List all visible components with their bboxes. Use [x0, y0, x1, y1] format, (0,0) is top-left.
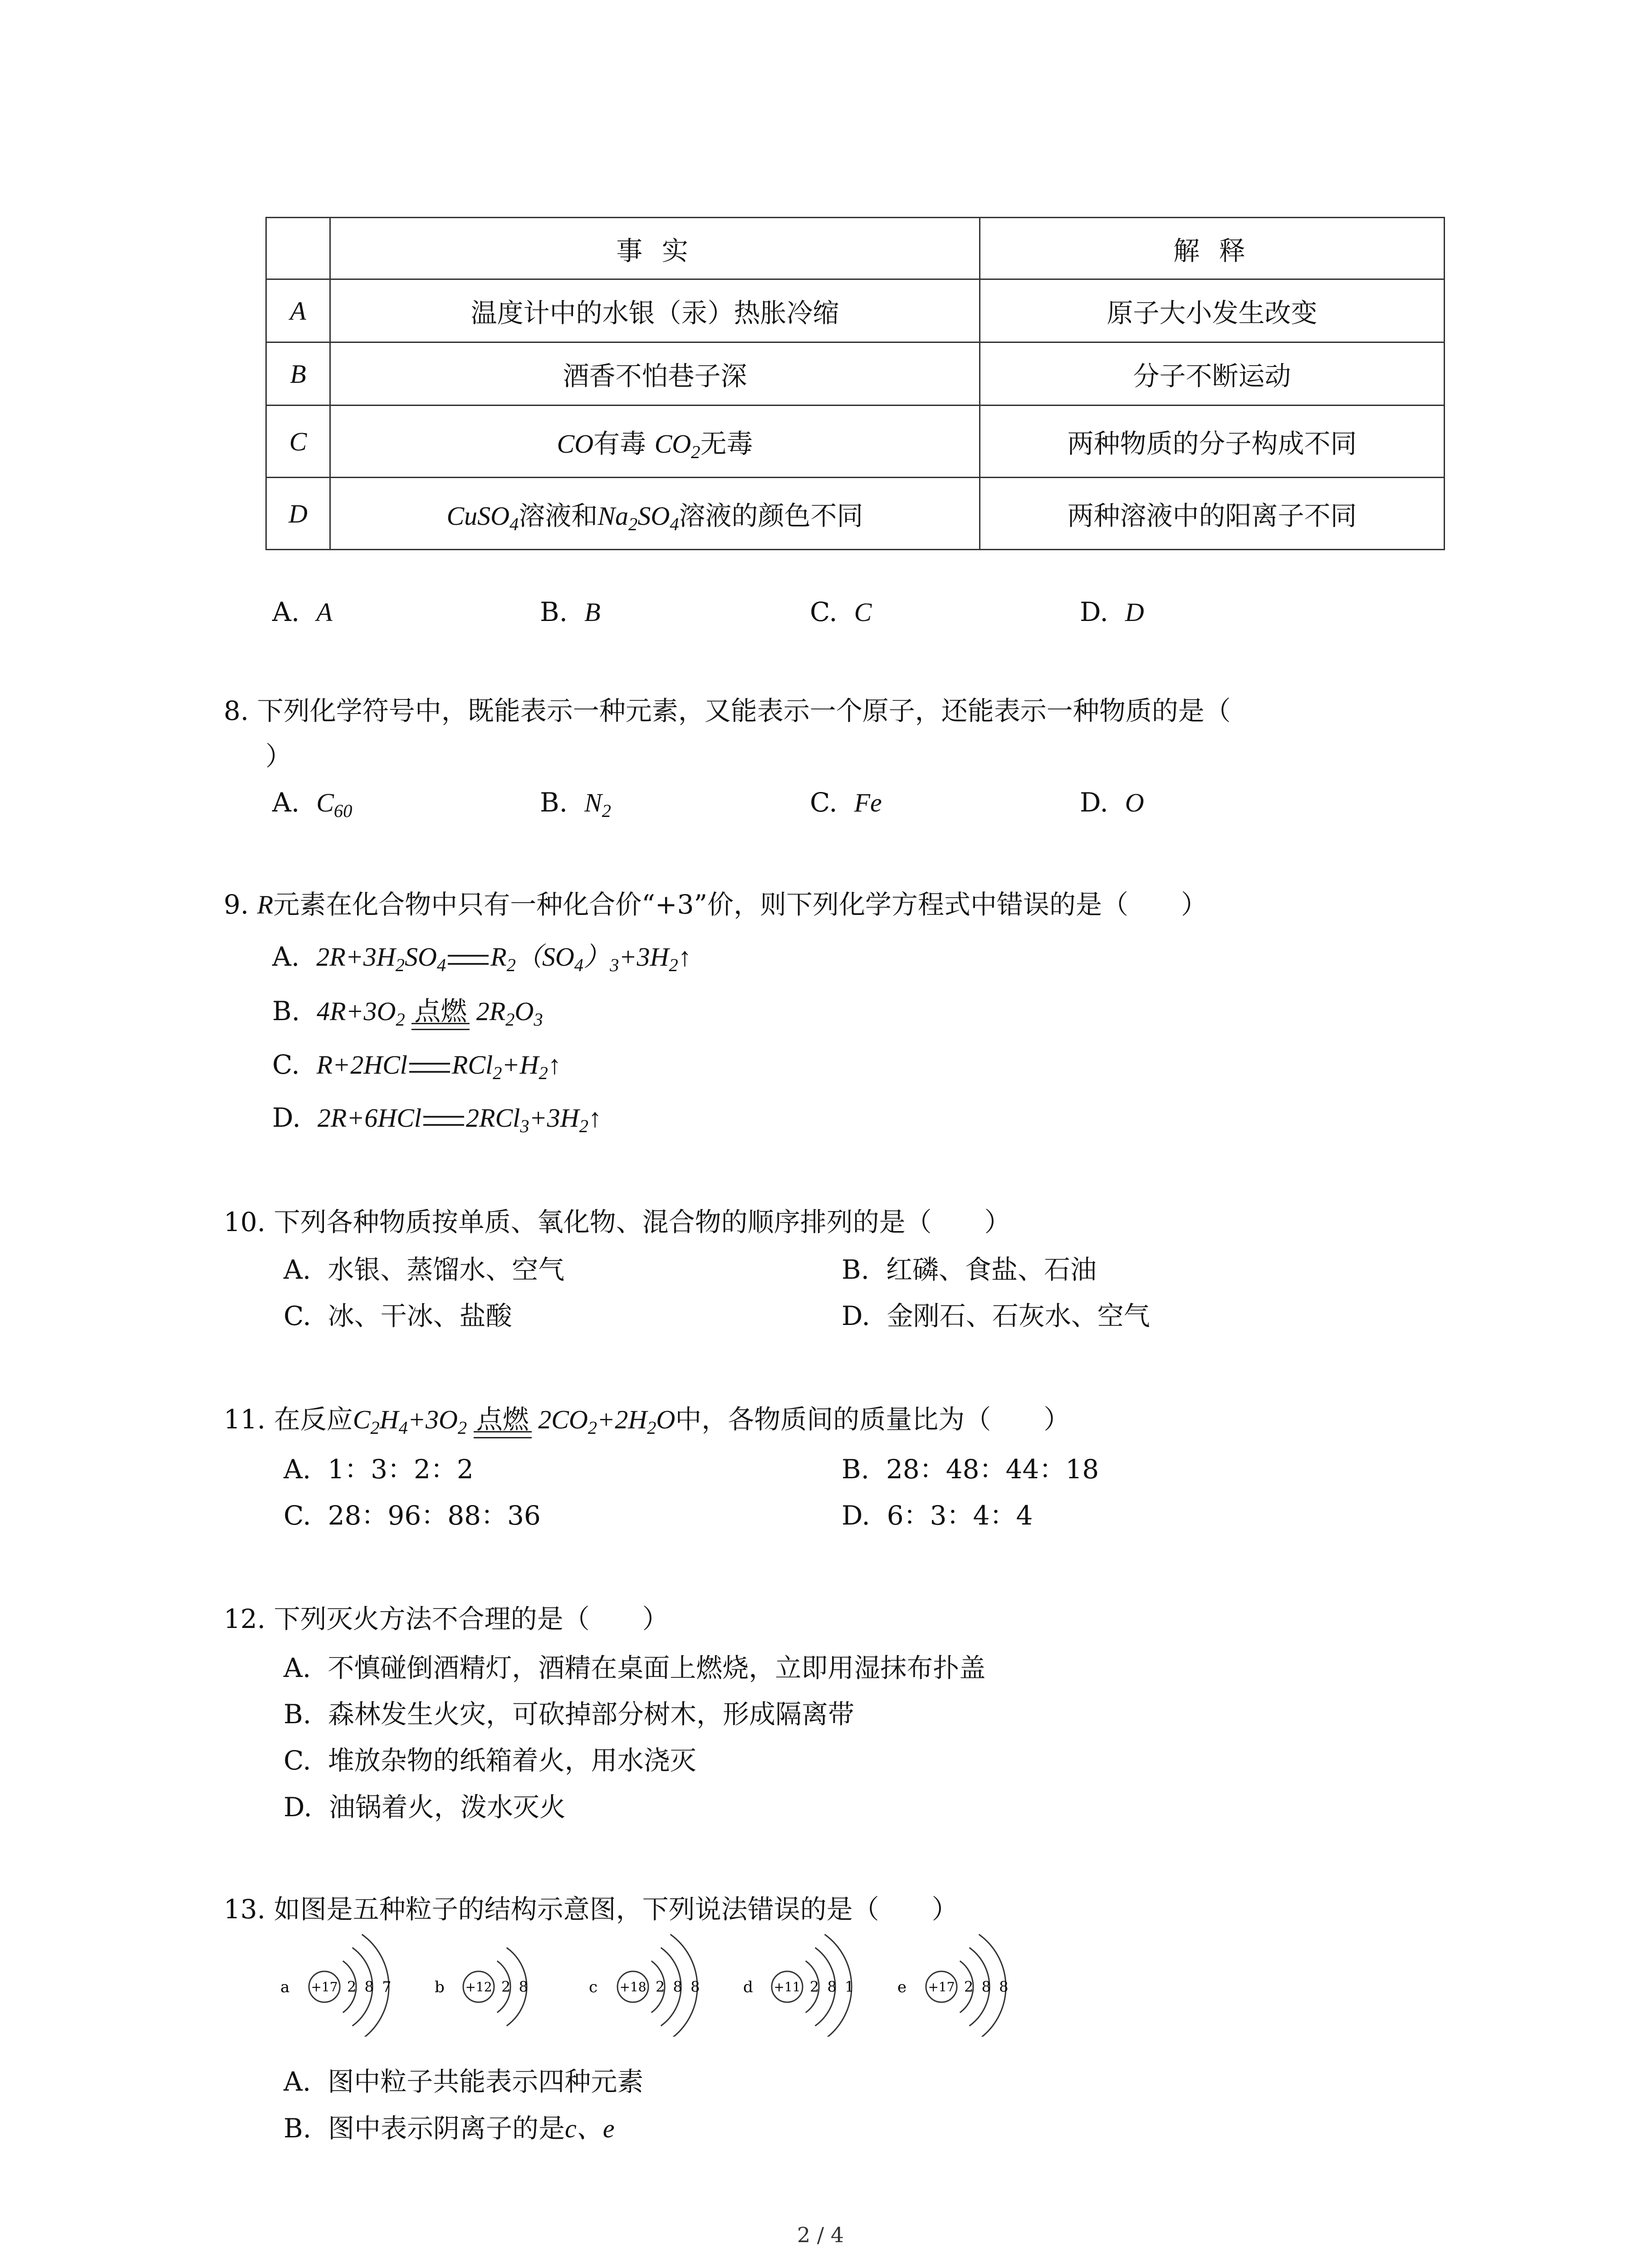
- option-text: A: [316, 597, 333, 627]
- option-text: 森林发生火灾，可砍掉部分树木，形成隔离带: [328, 1699, 854, 1730]
- q7-option-d[interactable]: [1080, 596, 1144, 627]
- eq-part: H: [379, 1405, 399, 1434]
- table-row: [266, 406, 1445, 478]
- eq-part: +3O: [407, 1405, 458, 1434]
- subscript: 3: [520, 1116, 529, 1137]
- option-text: 冰、干冰、盐酸: [328, 1300, 512, 1331]
- q9-option-d[interactable]: [272, 1102, 602, 1137]
- eq-part: 2R+3H: [316, 942, 396, 972]
- particle-label: e: [897, 1978, 907, 1996]
- option-text: D: [1125, 597, 1144, 627]
- option-key: A.: [284, 1652, 311, 1683]
- table-header-cell: [266, 218, 330, 279]
- gas-arrow: ↑: [588, 1103, 602, 1133]
- subscript: 2: [602, 801, 611, 821]
- table-row: [266, 279, 1445, 342]
- equals-sign: [448, 955, 489, 965]
- table-header-row: [266, 218, 1445, 279]
- particle-structure-diagram: [272, 1932, 1043, 2037]
- option-key: C.: [284, 1300, 311, 1331]
- option-key: D.: [1080, 596, 1108, 627]
- q9-option-b[interactable]: [272, 996, 543, 1030]
- option-key: D.: [842, 1300, 870, 1331]
- eq-part: 4R+3O: [316, 997, 396, 1026]
- subscript: 2: [588, 1418, 598, 1438]
- fact-cell: [330, 478, 980, 550]
- option-key: D.: [842, 1500, 870, 1531]
- nucleus-charge: +12: [465, 1980, 492, 1994]
- option-key: C.: [284, 1745, 311, 1776]
- option-key: B.: [842, 1454, 870, 1485]
- option-key: C.: [810, 596, 838, 627]
- explain-cell: 原子大小发生改变: [980, 279, 1445, 342]
- particle-label: a: [280, 1978, 290, 1996]
- q11-option-a[interactable]: [284, 1454, 474, 1485]
- fact-text: 溶液的颜色不同: [679, 500, 863, 531]
- explain-cell: 两种物质的分子构成不同: [980, 406, 1445, 478]
- q11-option-b[interactable]: [842, 1454, 1099, 1485]
- eq-part: 2R: [476, 997, 506, 1026]
- particle-b: [435, 1948, 528, 2026]
- equation: [317, 1103, 602, 1137]
- equation: [316, 997, 543, 1030]
- fact-text: 无毒: [700, 428, 753, 459]
- q9-option-c[interactable]: [272, 1049, 561, 1084]
- reaction-condition: 点燃: [474, 1407, 532, 1433]
- q12-option-a[interactable]: [284, 1652, 986, 1683]
- option-text: 水银、蒸馏水、空气: [328, 1254, 565, 1285]
- reaction-condition: 点燃: [411, 998, 470, 1025]
- option-text: 图中表示阴离子的是: [328, 2113, 565, 2144]
- q12-option-b[interactable]: [284, 1699, 854, 1730]
- q12-stem: 12. 下列灭火方法不合理的是（ ）: [224, 1603, 669, 1634]
- q8-stem-end: ）: [265, 741, 292, 772]
- option-key: B.: [540, 596, 568, 627]
- q10-option-b[interactable]: [842, 1256, 1097, 1283]
- fact-explanation-table: [265, 217, 1445, 550]
- subscript: 2: [457, 1418, 467, 1438]
- q12-option-d[interactable]: [284, 1792, 566, 1823]
- formula-co: CO: [557, 429, 594, 459]
- eq-part: O: [656, 1405, 676, 1434]
- formula-cuso4: CuSO: [446, 501, 510, 531]
- subscript: 3: [610, 955, 619, 976]
- option-text: 28：96：88：36: [328, 1500, 541, 1531]
- q8-option-b[interactable]: [540, 787, 611, 821]
- option-text: O: [1125, 788, 1144, 817]
- q11-stem: [224, 1404, 1070, 1438]
- formula-co2: CO: [654, 429, 691, 459]
- table-header-explain: 解 释: [980, 218, 1445, 279]
- option-text: 28：48：44：18: [886, 1454, 1099, 1485]
- fact-cell: [330, 406, 980, 478]
- eq-part: O: [514, 997, 534, 1026]
- option-key: A.: [272, 941, 300, 972]
- subscript: 60: [333, 801, 353, 821]
- eq-part: RCl: [451, 1050, 493, 1080]
- eq-part: （SO: [515, 942, 574, 972]
- eq-part: R+2HCl: [316, 1050, 407, 1080]
- q10-stem: 10. 下列各种物质按单质、氧化物、混合物的顺序排列的是（ ）: [224, 1207, 1011, 1237]
- q10-option-c[interactable]: [284, 1300, 512, 1331]
- q13-stem: 13. 如图是五种粒子的结构示意图，下列说法错误的是（ ）: [224, 1894, 958, 1925]
- option-key: B.: [284, 1699, 312, 1730]
- option-key: B.: [540, 787, 568, 818]
- formula-na2so4: Na: [598, 501, 629, 531]
- option-key: A.: [284, 1454, 311, 1485]
- gas-arrow: ↑: [678, 942, 691, 972]
- electron-counts: 2 8 7: [347, 1978, 392, 1995]
- subscript: 2: [396, 1009, 405, 1030]
- option-key: B.: [284, 2113, 312, 2144]
- question-number: 9.: [224, 889, 257, 920]
- row-label: A: [266, 279, 330, 342]
- option-text: 图中粒子共能表示四种元素: [328, 2066, 644, 2097]
- eq-part: +2H: [597, 1405, 647, 1434]
- option-text: 6：3：4：4: [887, 1500, 1033, 1531]
- page-number: 2 / 4: [797, 2223, 844, 2247]
- subscript: 2: [493, 1063, 502, 1084]
- subscript: 2: [505, 1009, 515, 1030]
- eq-part: C: [353, 1405, 371, 1434]
- option-key: A.: [284, 1254, 311, 1285]
- element-symbol: R: [257, 890, 274, 919]
- electron-counts: 2 8 1: [810, 1978, 854, 1995]
- subscript: 2: [370, 1418, 380, 1438]
- equation: [316, 1050, 561, 1084]
- option-text: N: [584, 788, 602, 817]
- eq-part: 2RCl: [466, 1103, 520, 1133]
- particle-a: [280, 1934, 391, 2037]
- q11-option-c[interactable]: [284, 1502, 541, 1529]
- q7-option-a[interactable]: [272, 596, 333, 627]
- gas-arrow: ↑: [548, 1050, 561, 1080]
- particle-e: [897, 1934, 1008, 2037]
- q10-option-d[interactable]: [842, 1300, 1150, 1331]
- option-key: A.: [272, 596, 300, 627]
- explain-cell: 分子不断运动: [980, 342, 1445, 406]
- subscript: 4: [574, 955, 584, 976]
- table-header-fact: 事 实: [330, 218, 980, 279]
- equation: [316, 942, 691, 976]
- option-symbols: c、e: [564, 2114, 615, 2143]
- table-row: [266, 478, 1445, 550]
- option-text: 油锅着火，泼水灭火: [328, 1792, 566, 1823]
- option-text: 不慎碰倒酒精灯，酒精在桌面上燃烧，立即用湿抹布扑盖: [328, 1652, 986, 1683]
- question-text: 中，各物质间的质量比为（ ）: [675, 1404, 1070, 1435]
- option-text: C: [316, 788, 334, 817]
- option-text: Fe: [854, 788, 882, 817]
- question-text: 11. 在反应: [224, 1404, 353, 1435]
- nucleus-charge: +18: [619, 1980, 647, 1994]
- q7-option-c[interactable]: [810, 596, 872, 627]
- option-text: C: [854, 597, 872, 627]
- equals-sign: [423, 1116, 464, 1126]
- q9-option-a[interactable]: [272, 941, 691, 976]
- row-label: C: [266, 406, 330, 478]
- option-key: C.: [272, 1049, 300, 1080]
- eq-part: R: [490, 942, 507, 972]
- option-key: D.: [284, 1792, 312, 1823]
- row-label: D: [266, 478, 330, 550]
- subscript: 3: [534, 1009, 543, 1030]
- option-text: 红磷、食盐、石油: [886, 1254, 1097, 1285]
- option-key: C.: [810, 787, 838, 818]
- q8-option-a[interactable]: [272, 787, 353, 821]
- electron-counts: 2 8 8: [964, 1978, 1009, 1995]
- particle-label: c: [589, 1978, 598, 1996]
- eq-part: 2CO: [538, 1405, 588, 1434]
- subscript: 2: [395, 955, 405, 976]
- electron-counts: 2 8 8: [656, 1978, 700, 1995]
- subscript: 2: [647, 1418, 656, 1438]
- electron-counts: 2 8: [501, 1978, 528, 1995]
- q13-option-a[interactable]: [284, 2068, 643, 2095]
- option-text: 金刚石、石灰水、空气: [887, 1300, 1150, 1331]
- subscript: 2: [669, 955, 678, 976]
- q9-stem: [224, 891, 1207, 918]
- particle-label: d: [743, 1978, 753, 1996]
- explain-cell: 两种溶液中的阳离子不同: [980, 478, 1445, 550]
- row-label: B: [266, 342, 330, 406]
- eq-part: +3H: [619, 942, 669, 972]
- option-key: B.: [842, 1254, 870, 1285]
- formula-part: SO: [637, 501, 670, 531]
- particle-label: b: [435, 1978, 445, 1996]
- option-key: A.: [272, 787, 300, 818]
- equals-sign: [409, 1063, 450, 1073]
- option-text: 1：3：2：2: [328, 1454, 474, 1485]
- subscript: 4: [509, 514, 519, 535]
- eq-part: 2R+6HCl: [317, 1103, 422, 1133]
- q10-option-a[interactable]: [284, 1256, 564, 1283]
- subscript: 2: [506, 955, 516, 976]
- subscript: 2: [579, 1116, 588, 1137]
- q8-option-c[interactable]: [810, 789, 882, 816]
- q8-option-d[interactable]: [1080, 789, 1144, 816]
- option-key: D.: [272, 1102, 301, 1133]
- option-key: D.: [1080, 787, 1108, 818]
- question-text: 元素在化合物中只有一种化合价“+3”价，则下列化学方程式中错误的是（ ）: [273, 889, 1208, 920]
- q11-option-d[interactable]: [842, 1502, 1033, 1529]
- fact-text: 有毒: [593, 428, 655, 459]
- option-key: C.: [284, 1500, 311, 1531]
- subscript: 2: [539, 1063, 548, 1084]
- fact-text: 溶液和: [519, 500, 598, 531]
- nucleus-charge: +11: [774, 1980, 801, 1994]
- equation: [353, 1405, 676, 1438]
- q8-stem: 8. 下列化学符号中，既能表示一种元素，又能表示一个原子，还能表示一种物质的是（: [224, 695, 1231, 726]
- subscript: 4: [398, 1418, 408, 1438]
- q13-option-b[interactable]: [284, 2115, 614, 2142]
- subscript: 4: [436, 955, 446, 976]
- nucleus-charge: +17: [311, 1980, 338, 1994]
- subscript: 4: [670, 514, 679, 535]
- eq-part: SO: [404, 942, 437, 972]
- q7-option-b[interactable]: [540, 596, 601, 627]
- option-text: B: [584, 597, 601, 627]
- eq-part: ）: [583, 942, 610, 972]
- fact-cell: 温度计中的水银（汞）热胀冷缩: [330, 279, 980, 342]
- q12-option-c[interactable]: [284, 1747, 696, 1774]
- option-key: B.: [272, 996, 300, 1026]
- table-row: [266, 342, 1445, 406]
- subscript: 2: [691, 442, 700, 463]
- nucleus-charge: +17: [928, 1980, 955, 1994]
- subscript: 2: [628, 514, 638, 535]
- eq-part: +3H: [529, 1103, 579, 1133]
- option-text: 堆放杂物的纸箱着火，用水浇灭: [328, 1745, 696, 1776]
- eq-part: +H: [502, 1050, 539, 1080]
- particle-d: [743, 1934, 854, 2037]
- option-key: A.: [284, 2066, 311, 2097]
- fact-cell: 酒香不怕巷子深: [330, 342, 980, 406]
- particle-c: [589, 1934, 700, 2037]
